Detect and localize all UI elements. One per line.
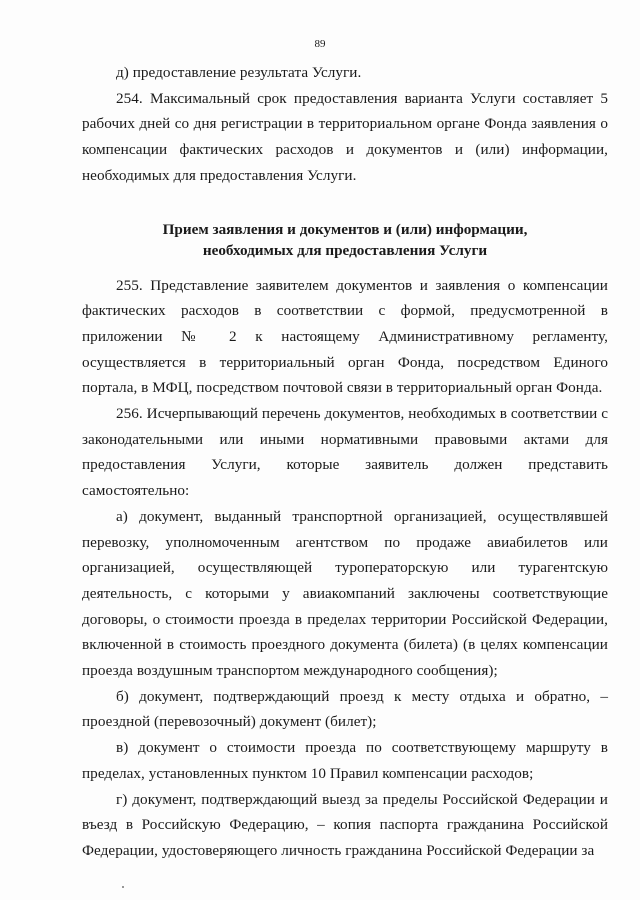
- document-body: [82, 60, 608, 864]
- paragraph-256: 256. Исчерпывающий перечень документов, необходимых в соответствии с законодательными или иными нормативными правовыми актами для предоставления Услуги, которые заявитель должен представить самостоятельно:: [82, 405, 608, 500]
- list-item-b: б) документ, подтверждающий проезд к месту отдыха и обратно, – проездной (перевозочный) документ (билет);: [82, 687, 608, 731]
- list-item-v: в) документ о стоимости проезда по соответствующему маршруту в пределах, установленных пунктом 10 Правил компенсации расходов;: [82, 739, 608, 782]
- scan-mark: [122, 886, 124, 888]
- section-heading-line-1: Прием заявления и документов и (или) информации,: [162, 220, 528, 238]
- section-heading: [82, 219, 608, 261]
- list-item-g: г) документ, подтверждающий выезд за пределы Российской Федерации и въезд в Российскую Федерацию, – копия паспорта гражданина Российской Федерации, удостоверяющего личность гражданина Российской Федерации за: [82, 790, 608, 859]
- section-heading-line-2: необходимых для предоставления Услуги: [202, 241, 488, 259]
- paragraph-255: 255. Представление заявителем документов и заявления о компенсации фактических расходов в соответствии с формой, предусмотренной в приложении № 2 к настоящему Административному регламенту, осуществляется в территориальный орган Фонда, посредством Единого портала, в МФЦ, посредством почтовой связи в территориальный орган Фонда.: [82, 276, 608, 397]
- page-number: 89: [314, 38, 326, 50]
- list-item-a: а) документ, выданный транспортной организацией, осуществлявшей перевозку, уполномоченным агентством по продаже авиабилетов или организацией, осуществляющей туроператорскую или турагентскую деятельность, с которыми у авиакомпаний заключены соответствующие договоры, о стоимости проезда в пределах территории Российской Федерации, включенной в стоимость проездного документа (билета) (в целях компенсации проезда воздушным транспортом международного сообщения);: [82, 507, 608, 680]
- paragraph-result: д) предоставление результата Услуги.: [116, 64, 362, 81]
- paragraph-254: 254. Максимальный срок предоставления варианта Услуги составляет 5 рабочих дней со дня регистрации в территориальном органе Фонда заявления о компенсации фактических расходов и документов и (или) информации, необходимых для предоставления Услуги.: [82, 89, 608, 184]
